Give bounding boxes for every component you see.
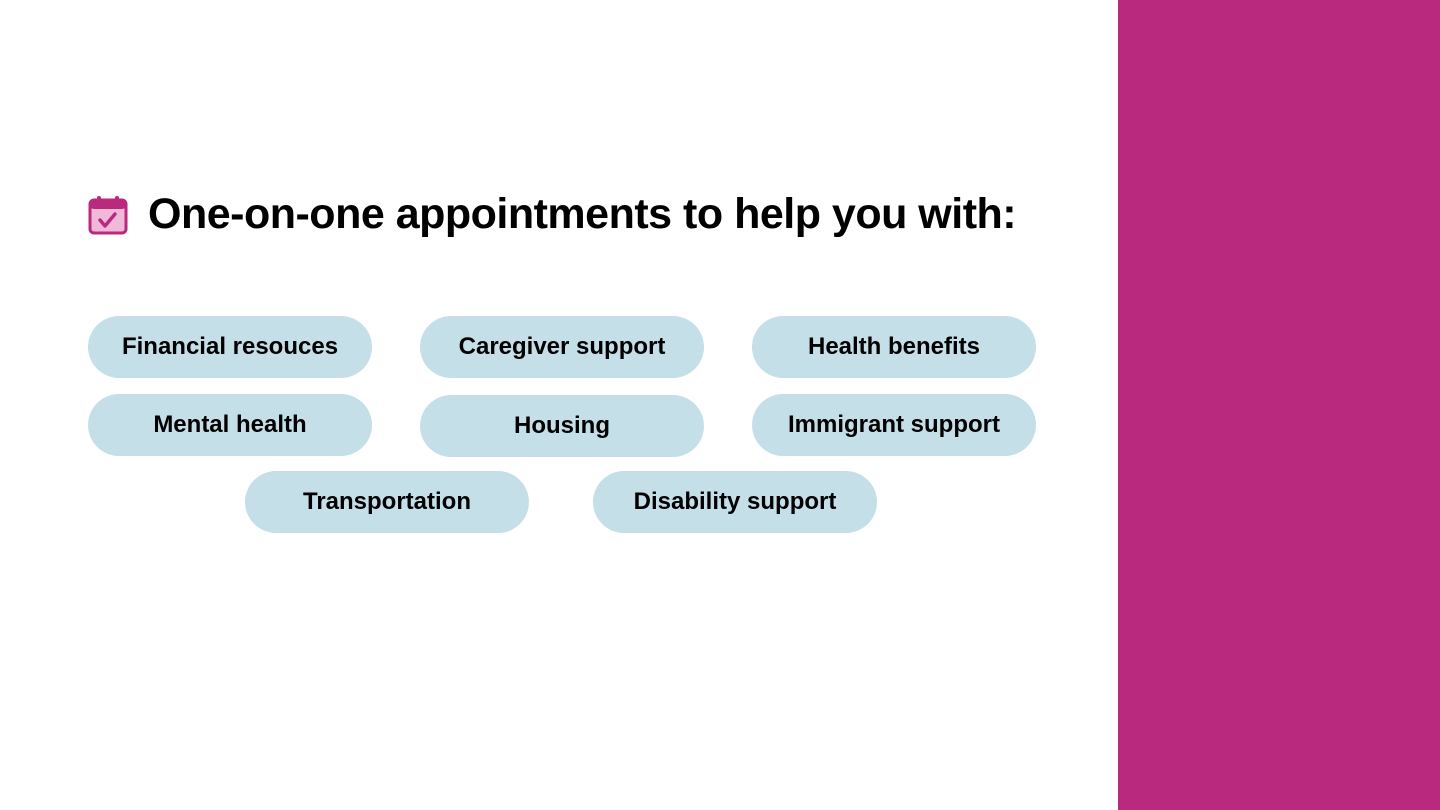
topic-pill-immigrant-support[interactable]: Immigrant support [752, 394, 1036, 456]
slide-heading [88, 190, 1017, 238]
topic-pill-financial-resources[interactable]: Financial resouces [88, 316, 372, 378]
topic-pill-health-benefits[interactable]: Health benefits [752, 316, 1036, 378]
topic-pill-row-3 [88, 471, 1048, 533]
topic-pill-caregiver-support[interactable]: Caregiver support [420, 316, 704, 378]
topic-pill-row-2 [88, 392, 1048, 457]
page-title: One-on-one appointments to help you with: [148, 190, 1017, 238]
topic-pill-transportation[interactable]: Transportation [245, 471, 529, 533]
topic-pill-group [88, 316, 1048, 533]
topic-pill-row-1 [88, 316, 1048, 378]
decorative-side-band [1118, 0, 1440, 810]
calendar-check-icon [88, 195, 128, 235]
topic-pill-housing[interactable]: Housing [420, 395, 704, 457]
topic-pill-disability-support[interactable]: Disability support [593, 471, 877, 533]
topic-pill-mental-health[interactable]: Mental health [88, 394, 372, 456]
